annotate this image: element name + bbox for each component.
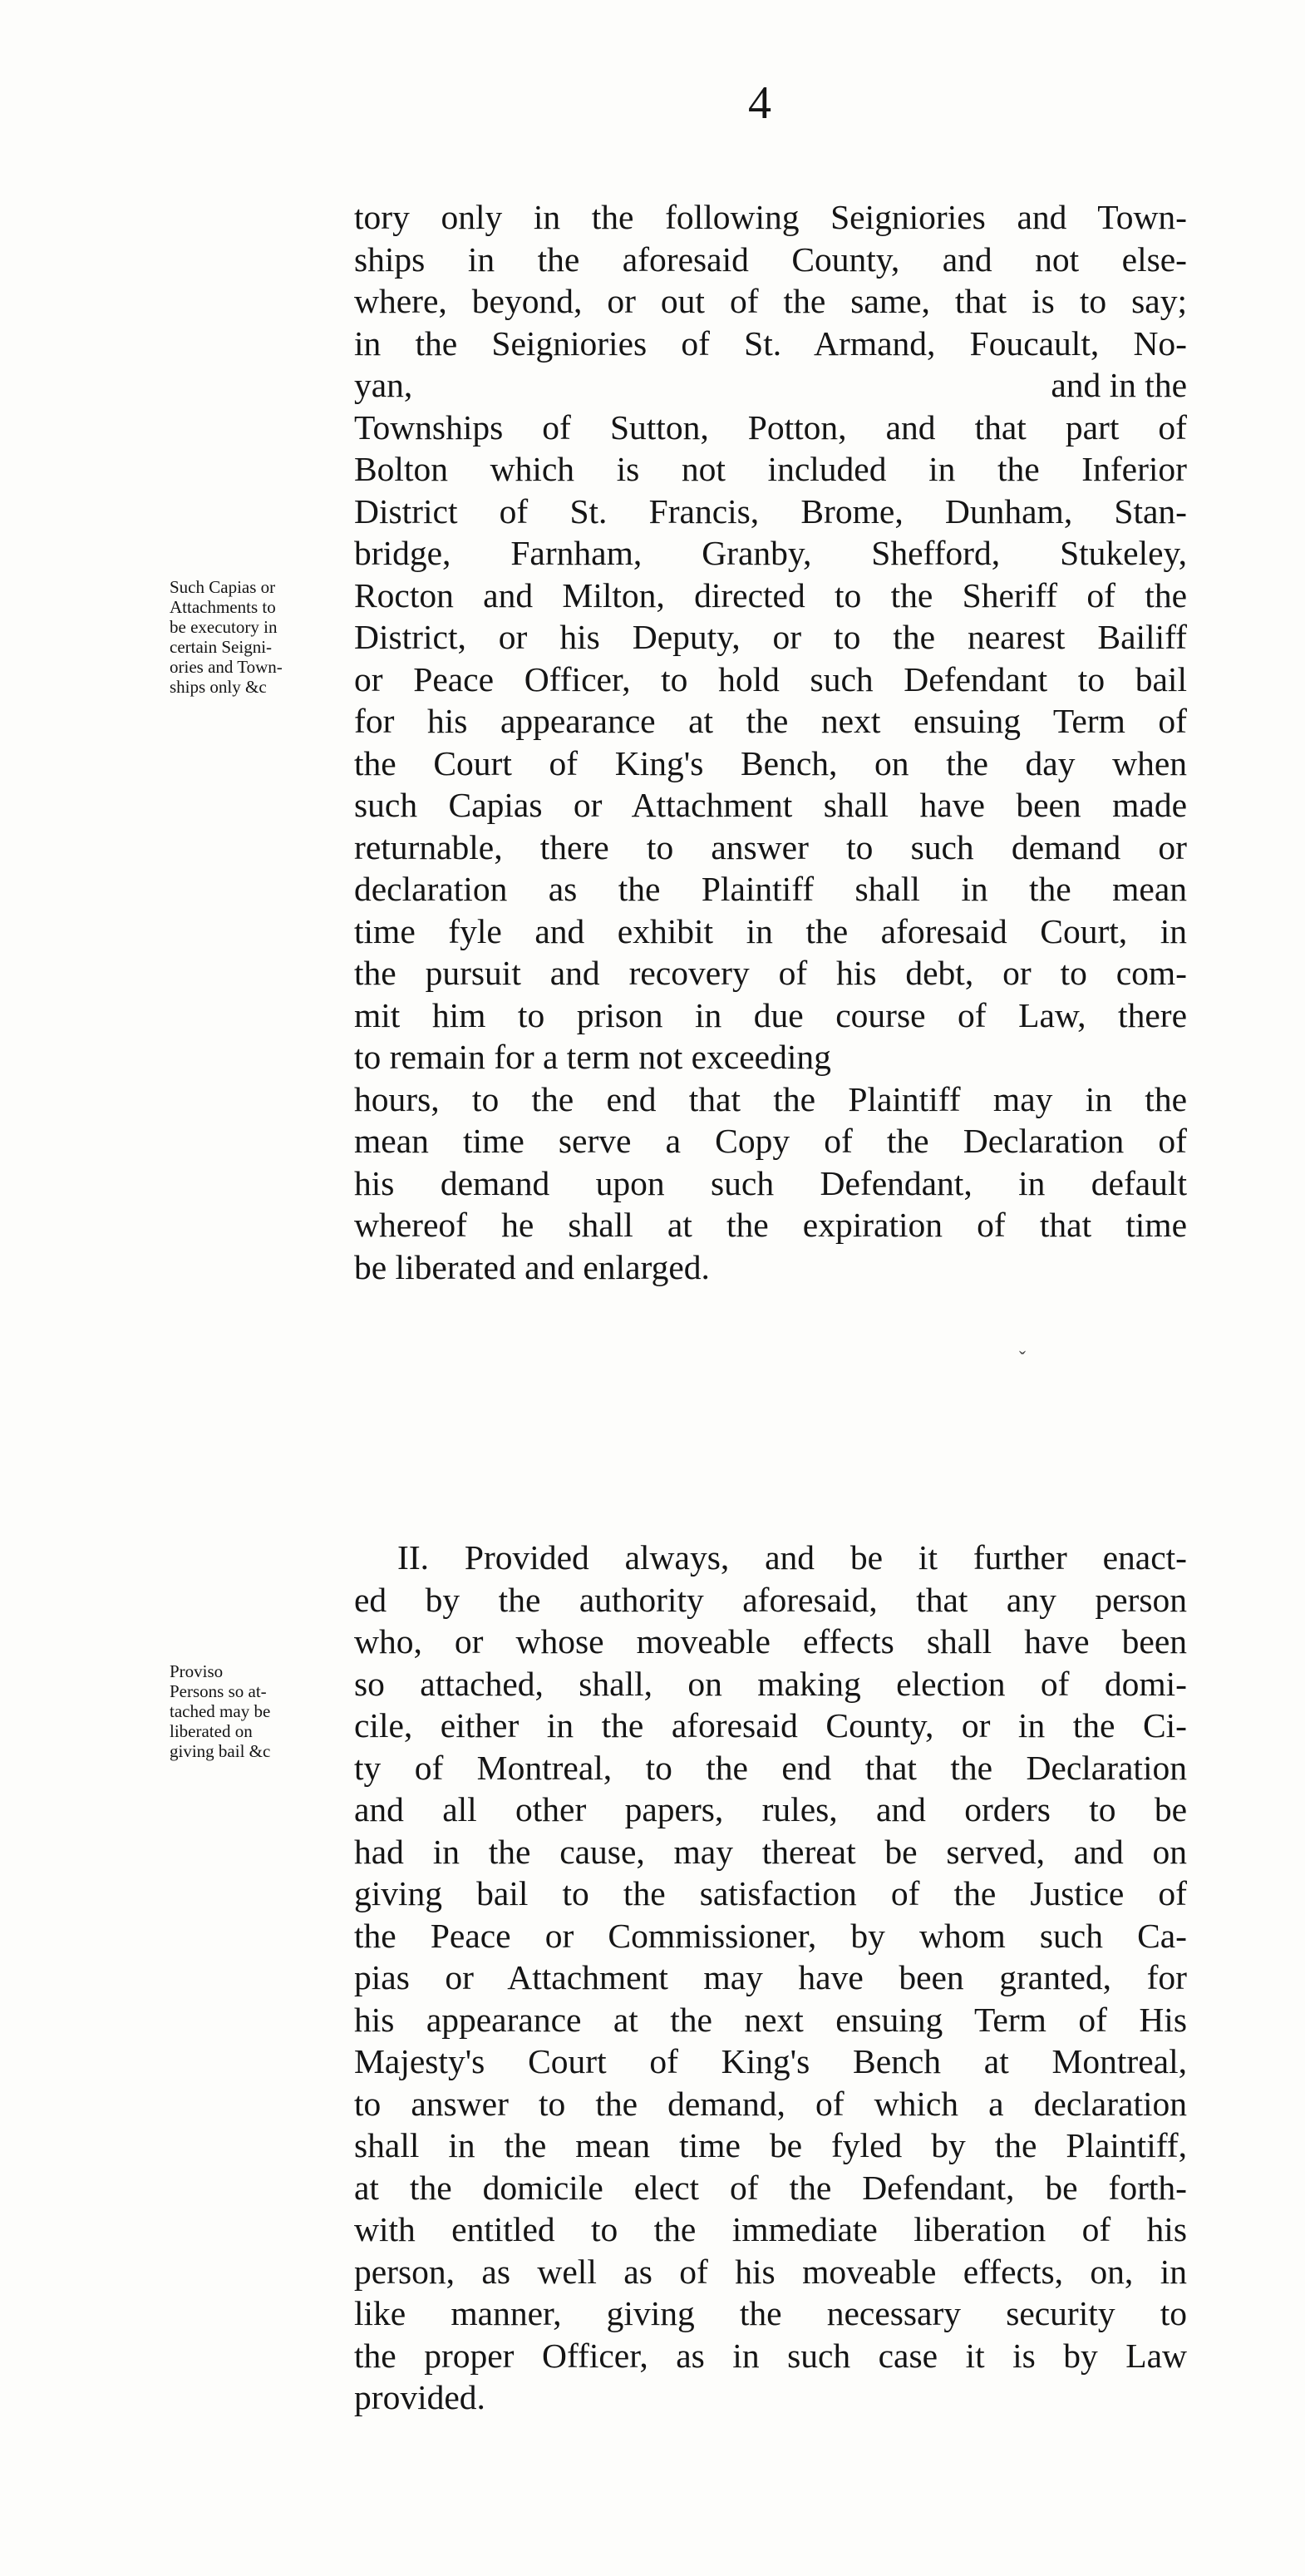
margin-note-line: tached may be (170, 1701, 271, 1721)
text-line: had in the cause, may thereat be served, and on (354, 1832, 1187, 1871)
text-line: and all other papers, rules, and orders to be (354, 1790, 1187, 1828)
text-line: at the domicile elect of the Defendant, be forth- (354, 2168, 1187, 2207)
text-line: mit him to prison in due course of Law, there (354, 995, 1187, 1034)
text-line: Townships of Sutton, Potton, and that part of (354, 407, 1187, 447)
text-line: his demand upon such Defendant, in default (354, 1163, 1187, 1202)
text-line: returnable, there to answer to such demand or (354, 827, 1187, 866)
text-line: mean time serve a Copy of the Declaration of (354, 1122, 1187, 1160)
text-line: Rocton and Milton, directed to the Sheriff of the (354, 575, 1187, 614)
text-line: tory only in the following Seigniories and Town- (354, 198, 1187, 236)
text-line: with entitled to the immediate liberation of his (354, 2210, 1187, 2248)
text-line: whereof he shall at the expiration of that time (354, 1206, 1187, 1244)
margin-note-line: ories and Town- (170, 657, 283, 677)
text-line: shall in the mean time be fyled by the Plaintiff, (354, 2126, 1187, 2164)
margin-note-line: Attachments to (170, 597, 276, 617)
margin-note-line: giving bail &c (170, 1741, 271, 1761)
text-line: pias or Attachment may have been granted, for (354, 1958, 1187, 1996)
text-line: to remain for a term not exceeding (354, 1038, 831, 1076)
text-line: time fyle and exhibit in the aforesaid Court, in (354, 911, 1187, 950)
text-line: Bolton which is not included in the Inferior (354, 450, 1187, 488)
text-line: be liberated and enlarged. (354, 1247, 710, 1286)
text-line: like manner, giving the necessary security to (354, 2294, 1187, 2332)
margin-note-line: Proviso (170, 1661, 224, 1681)
text-line (354, 364, 1187, 407)
text-line: the Peace or Commissioner, by whom such Ca- (354, 1916, 1187, 1955)
margin-note-line: Such Capias or (170, 577, 276, 597)
margin-note-line: ships only &c (170, 677, 267, 697)
section-2-text (354, 1537, 1187, 2419)
text-line-right: and in the (1051, 366, 1187, 404)
text-line: District, or his Deputy, or to the nearest Bailiff (354, 618, 1187, 656)
section-1-text (354, 196, 1187, 1288)
text-line: so attached, shall, on making election of domi- (354, 1664, 1187, 1703)
text-line: for his appearance at the next ensuing Term of (354, 702, 1187, 740)
text-line: ships in the aforesaid County, and not else- (354, 239, 1187, 279)
text-line: hours, to the end that the Plaintiff may in the (354, 1079, 1187, 1118)
text-line: declaration as the Plaintiff shall in the mean (354, 870, 1187, 908)
text-line: his appearance at the next ensuing Term of His (354, 2000, 1187, 2039)
text-line: cile, either in the aforesaid County, or in the Ci- (354, 1706, 1187, 1744)
text-line: or Peace Officer, to hold such Defendant to bail (354, 659, 1187, 698)
text-line: where, beyond, or out of the same, that is to say; (354, 282, 1187, 320)
text-line: ty of Montreal, to the end that the Declaration (354, 1748, 1187, 1787)
margin-note-line: be executory in (170, 617, 278, 637)
text-line: giving bail to the satisfaction of the Justice of (354, 1874, 1187, 1912)
text-line: who, or whose moveable effects shall have been (354, 1622, 1187, 1661)
margin-note-line: Persons so at- (170, 1681, 267, 1701)
text-line: ed by the authority aforesaid, that any person (354, 1580, 1187, 1619)
text-line: to answer to the demand, of which a declaration (354, 2084, 1187, 2123)
text-line: in the Seigniories of St. Armand, Foucault, No- (354, 323, 1187, 363)
text-line-left: yan, (354, 366, 413, 404)
margin-note-line: liberated on (170, 1721, 253, 1741)
text-line: the Court of King's Bench, on the day when (354, 743, 1187, 782)
text-line: the pursuit and recovery of his debt, or to com- (354, 954, 1187, 992)
text-line: bridge, Farnham, Granby, Shefford, Stukeley, (354, 534, 1187, 572)
text-line: the proper Officer, as in such case it is by Law (354, 2336, 1187, 2375)
text-line: provided. (354, 2378, 485, 2416)
text-line: District of St. Francis, Brome, Dunham, Stan- (354, 491, 1187, 530)
stray-print-mark: ˇ (1019, 1349, 1026, 1370)
text-line: person, as well as of his moveable effects, on, in (354, 2252, 1187, 2291)
margin-note-proviso (170, 1661, 348, 1761)
margin-note-line: certain Seigni- (170, 637, 273, 657)
text-line: such Capias or Attachment shall have been made (354, 786, 1187, 824)
margin-note-capias (170, 577, 348, 697)
text-line: Majesty's Court of King's Bench at Montreal, (354, 2042, 1187, 2080)
text-line: II. Provided always, and be it further enact- (397, 1538, 1187, 1577)
page-number: 4 (748, 77, 771, 129)
